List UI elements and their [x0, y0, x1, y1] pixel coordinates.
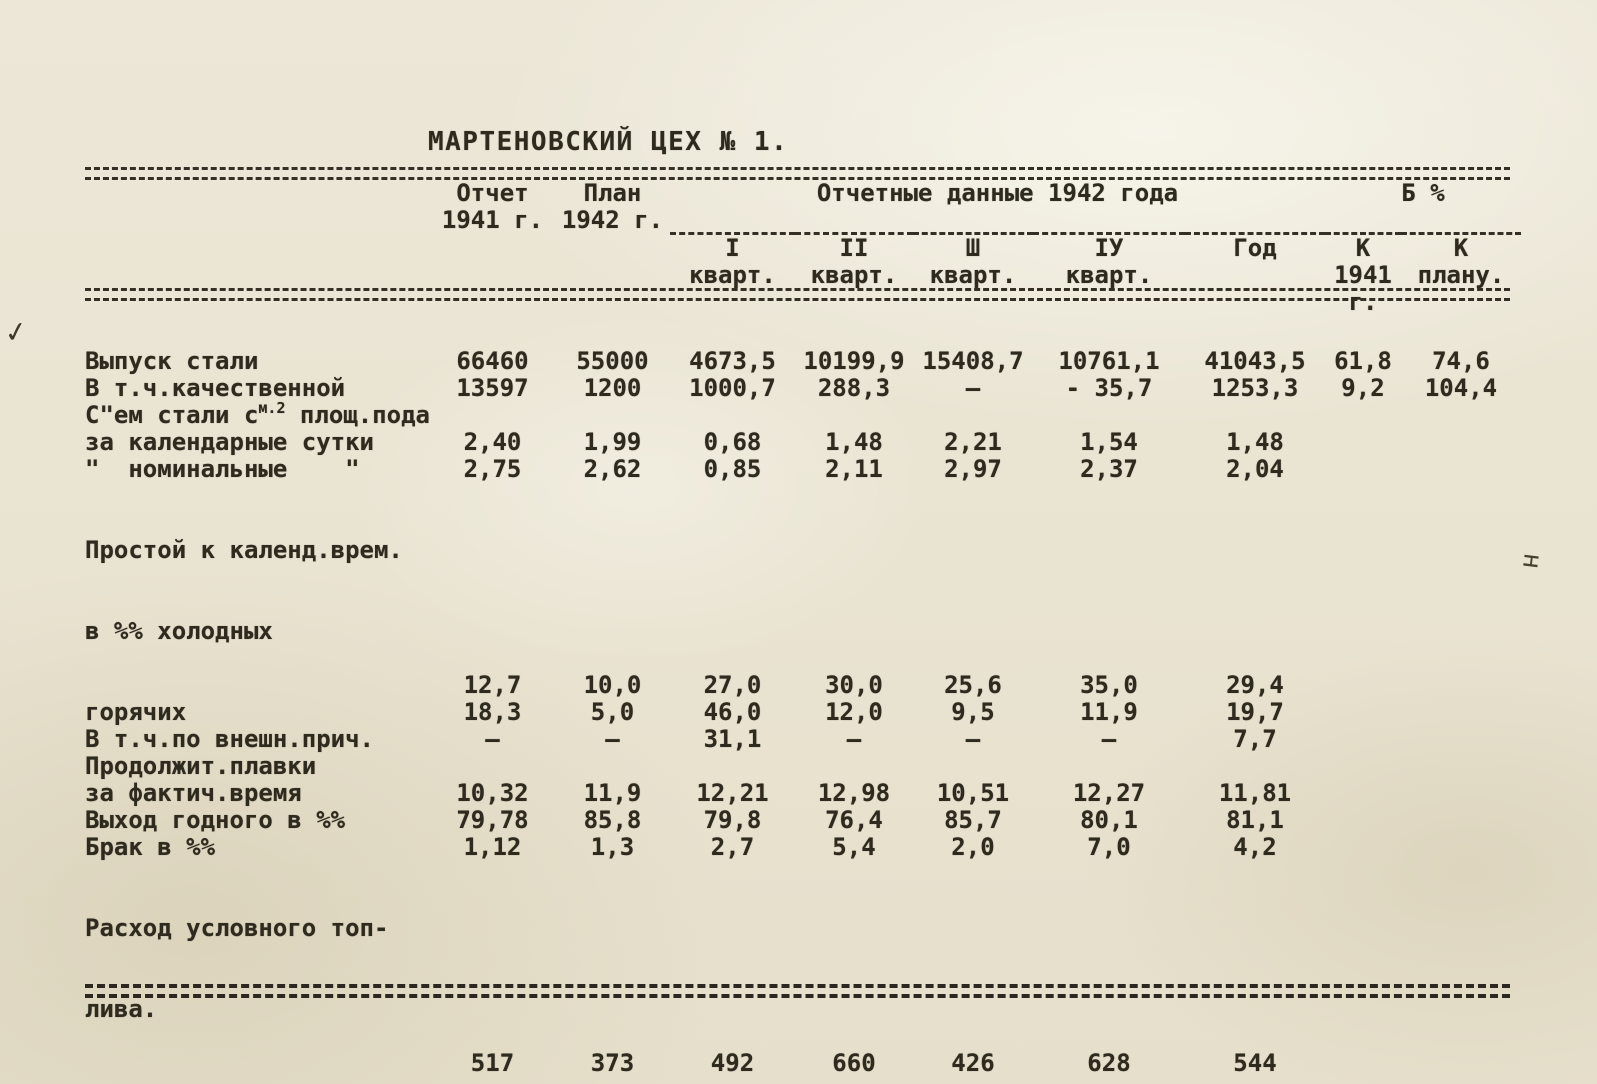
cell: 76,4 — [825, 806, 883, 834]
table-row — [85, 807, 1521, 834]
cell: 10761,1 — [1058, 347, 1160, 375]
pencil-mark-annotation: н — [1515, 551, 1548, 571]
cell: – — [846, 725, 862, 753]
report-table — [85, 180, 1521, 1077]
cell: 517 — [470, 1049, 515, 1077]
cell — [1325, 483, 1401, 699]
header-q2-line2: кварт. — [810, 261, 898, 289]
cell — [1325, 834, 1401, 861]
header-group-1942-data: Отчетные данные 1942 года — [670, 180, 1325, 234]
header-q3-line1: Ш — [965, 234, 981, 262]
cell: 81,1 — [1226, 806, 1284, 834]
table-row — [85, 456, 1521, 483]
row-label: Продолжит.плавки — [85, 752, 317, 780]
cell — [1401, 483, 1521, 699]
header-otchet-line2: 1941 г. — [441, 206, 544, 234]
row-label: за календарные сутки — [85, 428, 374, 456]
cell: 12,98 — [817, 779, 891, 807]
cell: 41043,5 — [1204, 347, 1306, 375]
table-row — [85, 375, 1521, 402]
table-row — [85, 861, 1521, 1077]
cell — [1401, 456, 1521, 483]
divider-rule-top — [85, 167, 1510, 180]
cell — [1401, 726, 1521, 753]
cell — [1325, 753, 1401, 780]
cell: 1000,7 — [689, 374, 776, 402]
cell — [430, 402, 555, 429]
cell — [795, 402, 913, 429]
cell — [670, 753, 795, 780]
table-row — [85, 834, 1521, 861]
row-label: Выход годного в %% — [85, 806, 346, 834]
row-label: " номинальные " — [85, 455, 360, 483]
cell — [795, 753, 913, 780]
header-group-b-percent: Б % — [1325, 180, 1521, 234]
cell: 74,6 — [1432, 347, 1490, 375]
cell: 66460 — [456, 347, 529, 375]
cell: 2,97 — [944, 455, 1002, 483]
cell — [1401, 402, 1521, 429]
table-row — [85, 726, 1521, 753]
row-label: Брак в %% — [85, 833, 216, 861]
header-spacer — [85, 180, 430, 316]
cell: 2,62 — [583, 455, 642, 483]
cell: 85,7 — [944, 806, 1002, 834]
cell — [1325, 429, 1401, 456]
header-q1 — [670, 234, 795, 317]
cell: 2,21 — [944, 428, 1002, 456]
cell: 30,0 — [825, 671, 883, 699]
table-row — [85, 753, 1521, 780]
cell: 9,2 — [1341, 374, 1385, 402]
cell: 25,6 — [944, 671, 1002, 699]
cell: – — [965, 725, 981, 753]
cell: 15408,7 — [922, 347, 1024, 375]
cell: 0,85 — [703, 455, 762, 483]
row-label-text: площ.пода — [285, 401, 430, 429]
table-row — [85, 699, 1521, 726]
row-label-superscript: м.2 — [258, 399, 286, 417]
cell: – — [605, 725, 620, 753]
header-q4-line2: кварт. — [1065, 261, 1153, 289]
row-label — [85, 861, 430, 1077]
cell: 10,0 — [583, 671, 642, 699]
cell: 2,11 — [825, 455, 883, 483]
cell: 373 — [590, 1049, 635, 1077]
cell — [555, 753, 670, 780]
cell: 11,81 — [1218, 779, 1292, 807]
cell — [1325, 780, 1401, 807]
cell: 288,3 — [817, 374, 891, 402]
header-k-planu — [1401, 234, 1521, 317]
cell: 10,51 — [936, 779, 1010, 807]
header-q3 — [913, 234, 1033, 317]
header-q4-line1: IУ — [1094, 234, 1124, 262]
page-title: МАРТЕНОВСКИЙ ЦЕХ № 1. — [428, 127, 789, 157]
cell: 5,0 — [590, 698, 635, 726]
cell — [670, 402, 795, 429]
cell: 12,7 — [463, 671, 522, 699]
cell: 2,40 — [463, 428, 522, 456]
table-row — [85, 483, 1521, 699]
cell: – — [1101, 725, 1117, 753]
cell — [555, 402, 670, 429]
header-plan-line1: План — [583, 179, 642, 207]
header-k1941-line2: 1941 г. — [1334, 261, 1392, 316]
cell: 12,27 — [1072, 779, 1146, 807]
cell: 19,7 — [1226, 698, 1284, 726]
cell: 104,4 — [1424, 374, 1498, 402]
cell: 9,5 — [951, 698, 995, 726]
header-kplanu-line1: К — [1453, 234, 1469, 262]
cell: 18,3 — [463, 698, 522, 726]
cell: 628 — [1087, 1049, 1131, 1077]
header-kplanu-line2: плану. — [1417, 261, 1505, 289]
cell: 2,37 — [1080, 455, 1138, 483]
cell: 1,54 — [1080, 428, 1138, 456]
cell: 7,0 — [1087, 833, 1131, 861]
cell: 80,1 — [1080, 806, 1138, 834]
cell: 4,2 — [1233, 833, 1277, 861]
cell — [1325, 456, 1401, 483]
cell — [1401, 699, 1521, 726]
header-god: Год — [1233, 234, 1277, 262]
cell: 1253,3 — [1211, 374, 1299, 402]
table-row — [85, 316, 1521, 375]
cell: 11,9 — [1080, 698, 1138, 726]
header-otchet-1941 — [430, 180, 555, 316]
header-k1941-line1: К — [1355, 234, 1371, 262]
cell: 46,0 — [703, 698, 762, 726]
cell: – — [965, 374, 981, 402]
cell: 11,9 — [583, 779, 642, 807]
checkmark-annotation: ✓ — [2, 310, 29, 352]
cell — [1325, 699, 1401, 726]
cell — [1401, 429, 1521, 456]
row-label-text: С"ем стали с — [85, 401, 259, 429]
cell: 5,4 — [832, 833, 876, 861]
cell — [1401, 753, 1521, 780]
cell: 660 — [832, 1049, 876, 1077]
cell: 13597 — [456, 374, 529, 402]
cell — [430, 753, 555, 780]
cell — [1185, 402, 1325, 429]
row-label-line1: Простой к календ.врем. — [85, 536, 403, 564]
cell: 29,4 — [1226, 671, 1284, 699]
cell — [1185, 753, 1325, 780]
row-label: горячих — [85, 698, 187, 726]
cell — [1401, 861, 1521, 1077]
cell: 1,3 — [590, 833, 635, 861]
header-otchet-line1: Отчет — [456, 179, 529, 207]
header-plan-1942 — [555, 180, 670, 316]
row-label-line2: лива. — [85, 995, 158, 1023]
row-label — [85, 483, 430, 699]
cell: - 35,7 — [1065, 374, 1153, 402]
cell: 2,7 — [710, 833, 755, 861]
header-q1-line2: кварт. — [689, 261, 776, 289]
row-label-line1: Расход условного топ- — [85, 914, 389, 942]
cell — [1401, 780, 1521, 807]
cell: 1,12 — [463, 833, 522, 861]
row-label-line2: в %% холодных — [85, 617, 273, 645]
cell: 1200 — [583, 374, 642, 402]
header-row-groups — [85, 180, 1521, 234]
cell: 61,8 — [1334, 347, 1392, 375]
cell: 2,75 — [463, 455, 522, 483]
cell: 55000 — [576, 347, 649, 375]
header-q2-line1: II — [839, 234, 869, 262]
row-label — [85, 399, 430, 429]
cell: 12,0 — [825, 698, 883, 726]
cell: 426 — [951, 1049, 995, 1077]
cell — [1401, 834, 1521, 861]
cell: 1,99 — [583, 428, 642, 456]
row-label: В т.ч.по внешн.прич. — [85, 725, 374, 753]
cell: 7,7 — [1233, 725, 1277, 753]
cell — [1325, 807, 1401, 834]
cell: 2,0 — [951, 833, 995, 861]
row-label: В т.ч.качественной — [85, 374, 346, 402]
cell: 79,8 — [703, 806, 762, 834]
cell: – — [485, 725, 500, 753]
cell: 492 — [710, 1049, 755, 1077]
cell — [913, 753, 1033, 780]
cell: 79,78 — [456, 806, 529, 834]
header-q1-line1: I — [725, 234, 740, 262]
cell: 2,04 — [1226, 455, 1284, 483]
cell: 1,48 — [1226, 428, 1284, 456]
cell — [1401, 807, 1521, 834]
cell — [913, 402, 1033, 429]
cell — [1325, 861, 1401, 1077]
cell: 0,68 — [703, 428, 762, 456]
header-q4 — [1033, 234, 1185, 317]
header-k-1941 — [1325, 234, 1401, 317]
cell: 12,21 — [696, 779, 769, 807]
cell: 1,48 — [825, 428, 883, 456]
cell — [1325, 726, 1401, 753]
cell: 10,32 — [456, 779, 529, 807]
header-q3-line2: кварт. — [929, 261, 1017, 289]
row-label: Выпуск стали — [85, 347, 259, 375]
cell: 31,1 — [703, 725, 762, 753]
row-label: за фактич.время — [85, 779, 302, 807]
cell — [1033, 753, 1185, 780]
table-row — [85, 402, 1521, 429]
cell: 85,8 — [583, 806, 642, 834]
header-q2 — [795, 234, 913, 317]
cell: 4673,5 — [689, 347, 776, 375]
table-row — [85, 429, 1521, 456]
cell — [1033, 402, 1185, 429]
cell — [1325, 402, 1401, 429]
table-row — [85, 780, 1521, 807]
cell: 35,0 — [1080, 671, 1138, 699]
cell: 27,0 — [703, 671, 762, 699]
header-plan-line2: 1942 г. — [561, 206, 664, 234]
cell: 10199,9 — [803, 347, 905, 375]
cell: 544 — [1233, 1049, 1277, 1077]
